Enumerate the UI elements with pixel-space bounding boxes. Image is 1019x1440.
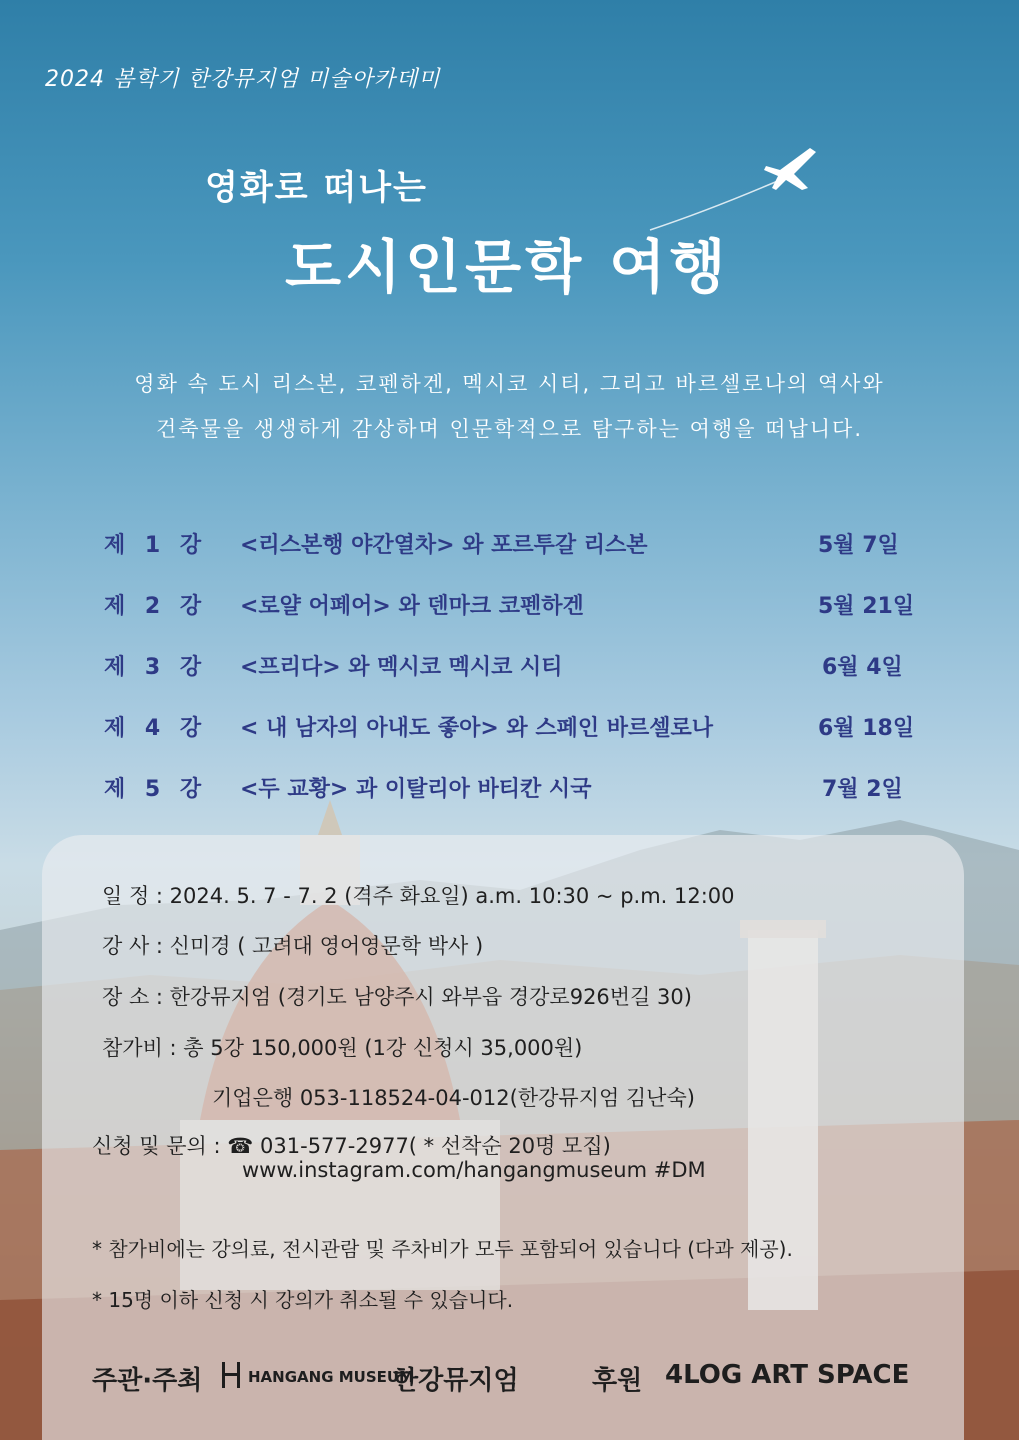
venue-info: 장 소 : 한강뮤지엄 (경기도 남양주시 와부읍 경강로926번길 30) xyxy=(102,985,692,1009)
lecture-number: 제 4 강 xyxy=(104,716,208,741)
host-label: 주관·주최 xyxy=(92,1366,203,1396)
logo-text: HANGANG MUSEUM xyxy=(248,1368,414,1386)
website-link[interactable]: www.instagram.com/hangangmuseum #DM xyxy=(242,1158,706,1182)
note-cancellation: * 15명 이하 신청 시 강의가 취소될 수 있습니다. xyxy=(92,1288,514,1312)
title-line-1: 영화로 떠나는 xyxy=(205,168,428,208)
sponsor-name: 4LOG ART SPACE xyxy=(665,1360,910,1390)
sponsor-label: 후원 xyxy=(592,1366,643,1396)
lecture-number: 제 5 강 xyxy=(104,777,208,802)
lecture-number: 제 1 강 xyxy=(104,533,208,558)
page-title: 도시인문학 여행 xyxy=(285,233,730,301)
lecturer-info: 강 사 : 신미경 ( 고려대 영어영문학 박사 ) xyxy=(102,934,484,958)
lecture-title: <로얄 어페어> 와 덴마크 코펜하겐 xyxy=(240,594,584,619)
lecture-date: 6월 18일 xyxy=(818,716,915,741)
lecture-date: 5월 21일 xyxy=(818,594,915,619)
bank-account-info: 기업은행 053-118524-04-012(한강뮤지엄 김난숙) xyxy=(212,1086,695,1110)
fee-info: 참가비 : 총 5강 150,000원 (1강 신청시 35,000원) xyxy=(102,1036,583,1060)
lecture-title: < 내 남자의 아내도 좋아> 와 스페인 바르셀로나 xyxy=(240,716,714,741)
lecture-title: <리스본행 야간열차> 와 포르투갈 리스본 xyxy=(240,533,648,558)
schedule-info: 일 정 : 2024. 5. 7 - 7. 2 (격주 화요일) a.m. 10:30 ~ p.m. 12:00 xyxy=(102,884,735,908)
lecture-number: 제 2 강 xyxy=(104,594,208,619)
host-name: 한강뮤지엄 xyxy=(393,1366,519,1396)
lecture-date: 6월 4일 xyxy=(822,655,903,680)
description-line-1: 영화 속 도시 리스본, 코펜하겐, 멕시코 시티, 그리고 바르셀로나의 역사와 xyxy=(134,372,885,396)
hangang-museum-logo-icon xyxy=(220,1360,242,1390)
lecture-title: <두 교황> 과 이탈리아 바티칸 시국 xyxy=(240,777,592,802)
note-fee-includes: * 참가비에는 강의료, 전시관람 및 주차비가 모두 포함되어 있습니다 (다과 제공). xyxy=(92,1237,793,1261)
contact-info: 신청 및 문의 : ☎ 031-577-2977( * 선착순 20명 모집) xyxy=(92,1134,611,1158)
lecture-date: 7월 2일 xyxy=(822,777,903,802)
lecture-number: 제 3 강 xyxy=(104,655,208,680)
kicker-text: 2024 봄학기 한강뮤지엄 미술아카데미 xyxy=(45,67,441,92)
description-line-2: 건축물을 생생하게 감상하며 인문학적으로 탐구하는 여행을 떠납니다. xyxy=(155,417,864,441)
lecture-date: 5월 7일 xyxy=(818,533,899,558)
lecture-title: <프리다> 와 멕시코 멕시코 시티 xyxy=(240,655,563,680)
